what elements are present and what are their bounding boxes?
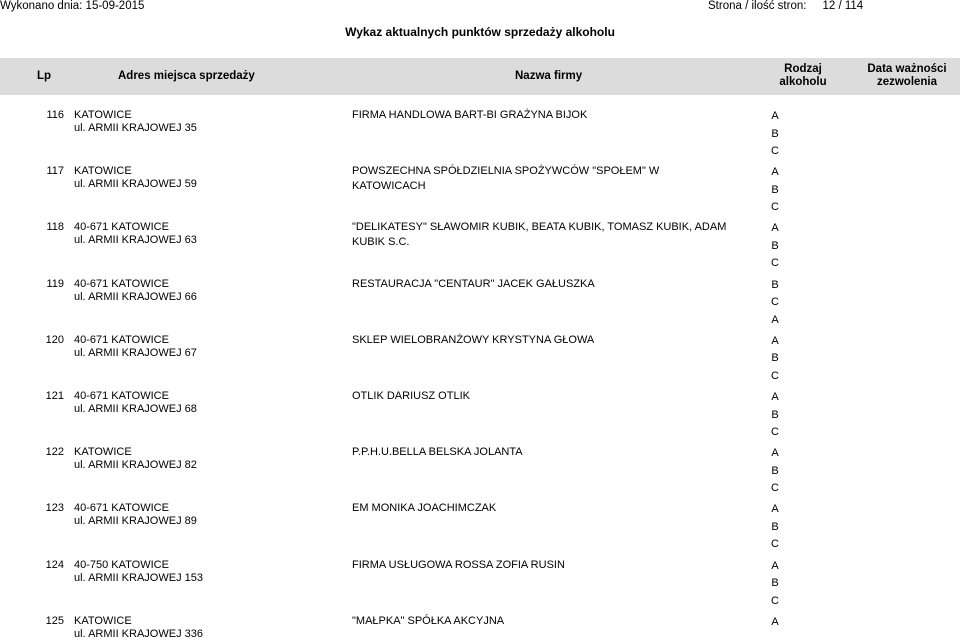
address-street: ul. ARMII KRAJOWEJ 63 bbox=[74, 234, 197, 247]
alcohol-categories bbox=[768, 333, 782, 386]
page-total: 114 bbox=[844, 0, 864, 12]
column-header-alcohol-type-line2: alkoholu bbox=[779, 76, 827, 88]
row-number: 122 bbox=[45, 446, 64, 459]
address-city: 40-671 KATOWICE bbox=[74, 502, 169, 515]
alcohol-category: A bbox=[771, 166, 779, 179]
row-number: 124 bbox=[45, 558, 64, 571]
address-city: 40-671 KATOWICE bbox=[74, 277, 169, 290]
firm-name: EM MONIKA JOACHIMCZAK bbox=[352, 502, 497, 515]
alcohol-categories bbox=[768, 389, 782, 442]
alcohol-category: A bbox=[771, 313, 779, 326]
column-header-address: Adres miejsca sprzedaży bbox=[118, 70, 255, 82]
row-number: 117 bbox=[46, 165, 64, 178]
row-number: 119 bbox=[46, 277, 64, 290]
address-street: ul. ARMII KRAJOWEJ 82 bbox=[74, 459, 197, 472]
table-header bbox=[0, 58, 960, 95]
page-separator: / bbox=[838, 0, 842, 12]
alcohol-category: A bbox=[771, 110, 779, 122]
address-street: ul. ARMII KRAJOWEJ 89 bbox=[74, 515, 197, 528]
alcohol-category: C bbox=[771, 201, 779, 214]
row-number: 120 bbox=[45, 333, 64, 346]
column-header-expiry-line2: zezwolenia bbox=[876, 76, 938, 88]
alcohol-category: B bbox=[771, 464, 779, 477]
alcohol-categories bbox=[768, 220, 782, 273]
column-header-expiry-line1: Data ważności bbox=[867, 63, 947, 75]
alcohol-category: A bbox=[771, 559, 779, 572]
address-street: ul. ARMII KRAJOWEJ 66 bbox=[74, 290, 197, 303]
alcohol-category: A bbox=[771, 503, 779, 516]
alcohol-category: A bbox=[771, 447, 779, 460]
alcohol-category: C bbox=[771, 426, 779, 438]
firm-name: RESTAURACJA "CENTAUR" JACEK GAŁUSZKA bbox=[352, 277, 595, 290]
row-number: 123 bbox=[45, 502, 64, 515]
alcohol-category: A bbox=[771, 222, 779, 235]
alcohol-category: C bbox=[771, 369, 779, 382]
alcohol-categories bbox=[768, 501, 782, 554]
address-city: 40-750 KATOWICE bbox=[74, 558, 169, 571]
address-city: 40-671 KATOWICE bbox=[74, 390, 169, 402]
alcohol-category: B bbox=[771, 183, 779, 196]
alcohol-category: B bbox=[771, 352, 779, 365]
address-street: ul. ARMII KRAJOWEJ 67 bbox=[74, 346, 197, 359]
alcohol-categories bbox=[768, 277, 782, 330]
alcohol-category: C bbox=[771, 296, 779, 309]
address-street: ul. ARMII KRAJOWEJ 59 bbox=[74, 178, 197, 191]
alcohol-category: B bbox=[771, 127, 779, 140]
document-title: Wykaz aktualnych punktów sprzedaży alkoholu bbox=[345, 25, 615, 39]
alcohol-category: B bbox=[771, 520, 779, 533]
column-header-firm: Nazwa firmy bbox=[515, 70, 583, 82]
column-header-lp: Lp bbox=[37, 70, 52, 82]
alcohol-category: C bbox=[771, 538, 779, 551]
alcohol-category: B bbox=[771, 239, 779, 252]
address-city: 40-671 KATOWICE bbox=[74, 221, 169, 234]
alcohol-categories bbox=[768, 445, 782, 498]
page-label: Strona / ilość stron: bbox=[708, 0, 807, 12]
alcohol-category: B bbox=[771, 278, 779, 291]
alcohol-category: A bbox=[771, 391, 779, 403]
address-city: KATOWICE bbox=[74, 165, 132, 178]
address-city: KATOWICE bbox=[74, 446, 132, 459]
row-number: 121 bbox=[45, 390, 64, 402]
alcohol-categories bbox=[768, 164, 782, 217]
address-city: KATOWICE bbox=[74, 614, 132, 627]
page-current: 12 bbox=[822, 0, 836, 12]
alcohol-category: A bbox=[771, 615, 779, 628]
alcohol-category: C bbox=[771, 257, 779, 270]
firm-name: "MAŁPKA" SPÓŁKA AKCYJNA bbox=[352, 614, 505, 627]
alcohol-categories bbox=[768, 614, 782, 632]
page-indicator bbox=[708, 0, 863, 12]
alcohol-category: B bbox=[771, 577, 779, 590]
alcohol-categories bbox=[768, 558, 782, 611]
address-street: ul. ARMII KRAJOWEJ 35 bbox=[74, 122, 197, 134]
alcohol-category: A bbox=[771, 334, 779, 347]
address-city: 40-671 KATOWICE bbox=[74, 333, 169, 346]
alcohol-category: C bbox=[771, 482, 779, 495]
column-header-expiry bbox=[862, 63, 952, 89]
column-header-alcohol-type-line1: Rodzaj bbox=[784, 63, 822, 75]
row-number: 125 bbox=[45, 614, 64, 627]
alcohol-category: C bbox=[771, 145, 779, 157]
alcohol-category: C bbox=[771, 594, 779, 607]
row-number: 116 bbox=[46, 109, 64, 121]
firm-name: POWSZECHNA SPÓŁDZIELNIA SPOŻYWCÓW "SPOŁEM" W KATOWICACH bbox=[352, 165, 660, 193]
firm-name: OTLIK DARIUSZ OTLIK bbox=[352, 390, 470, 402]
firm-name: P.P.H.U.BELLA BELSKA JOLANTA bbox=[352, 446, 523, 459]
firm-name: FIRMA USŁUGOWA ROSSA ZOFIA RUSIN bbox=[352, 558, 565, 571]
alcohol-categories bbox=[768, 108, 782, 161]
address-street: ul. ARMII KRAJOWEJ 68 bbox=[74, 403, 197, 415]
address-street: ul. ARMII KRAJOWEJ 153 bbox=[74, 571, 203, 584]
firm-name: FIRMA HANDLOWA BART-BI GRAŻYNA BIJOK bbox=[352, 109, 588, 121]
address-city: KATOWICE bbox=[74, 109, 132, 121]
alcohol-category: B bbox=[771, 408, 779, 421]
printed-date: Wykonano dnia: 15-09-2015 bbox=[0, 0, 145, 12]
row-number: 118 bbox=[46, 221, 64, 234]
firm-name: "DELIKATESY" SŁAWOMIR KUBIK, BEATA KUBIK, TOMASZ KUBIK, ADAM KUBIK S.C. bbox=[352, 221, 727, 249]
address-street: ul. ARMII KRAJOWEJ 336 bbox=[74, 627, 203, 640]
column-header-alcohol-type bbox=[766, 63, 840, 89]
firm-name: SKLEP WIELOBRANŻOWY KRYSTYNA GŁOWA bbox=[352, 333, 595, 346]
